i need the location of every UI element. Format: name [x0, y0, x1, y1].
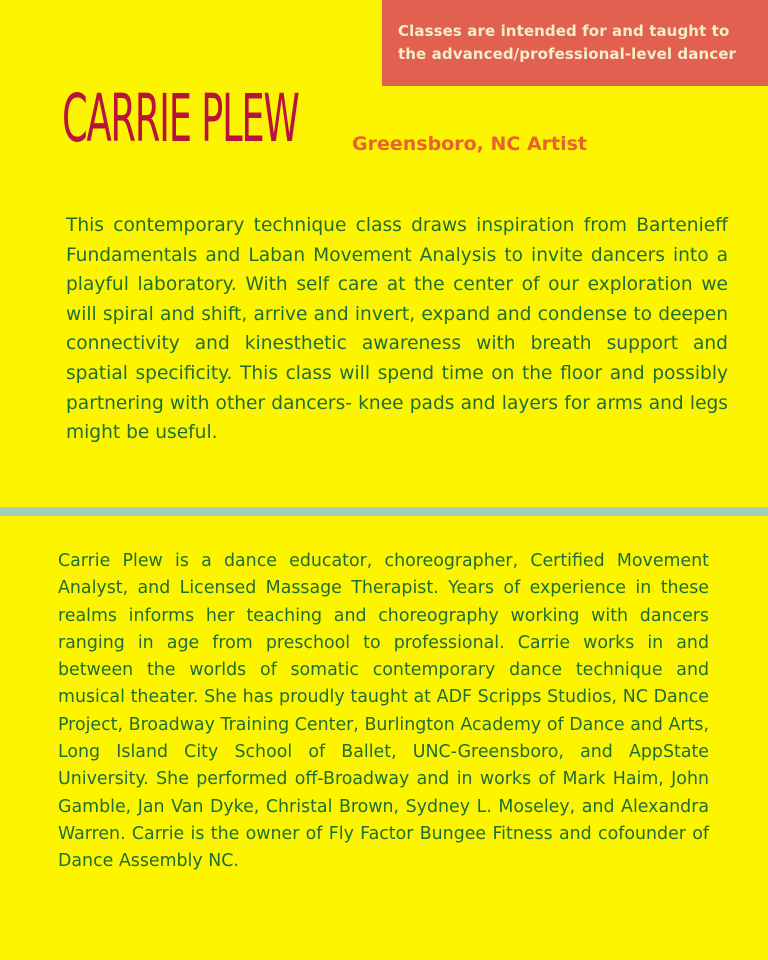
audience-notice-box	[382, 0, 768, 86]
artist-name-heading: CARRIE PLEW	[62, 80, 299, 157]
artist-location: Greensboro, NC Artist	[352, 133, 588, 155]
section-divider	[0, 507, 768, 516]
artist-bio-paragraph: Carrie Plew is a dance educator, choreographer, Certified Movement Analyst, and Licensed Massage Therapist. Years of experience in these realms informs her teaching and choreography working with dancers ranging in age from preschool to professional. Carrie works in and between the worlds of somatic contemporary dance technique and musical theater. She has proudly taught at ADF Scripps Studios, NC Dance Project, Broadway Training Center, Burlington Academy of Dance and Arts, Long Island City School of Ballet, UNC-Greensboro, and AppState University. She performed off-Broadway and in works of Mark Haim, John Gamble, Jan Van Dyke, Christal Brown, Sydney L. Moseley, and Alexandra Warren. Carrie is the owner of Fly Factor Bungee Fitness and cofounder of Dance Assembly NC.	[58, 551, 709, 872]
audience-notice-line-1: Classes are intended for and taught to	[398, 22, 730, 40]
class-description-paragraph: This contemporary technique class draws inspiration from Bartenieff Fundamentals and Laban Movement Analysis to invite dancers into a playful laboratory. With self care at the center of our exploration we will spiral and shift, arrive and invert, expand and condense to deepen connectivity and kinesthetic awareness with breath support and spatial specificity. This class will spend time on the floor and possibly partnering with other dancers- knee pads and layers for arms and legs might be useful.	[66, 215, 728, 444]
audience-notice-text	[398, 20, 758, 66]
audience-notice-line-2: the advanced/professional-level dancer	[398, 45, 737, 63]
